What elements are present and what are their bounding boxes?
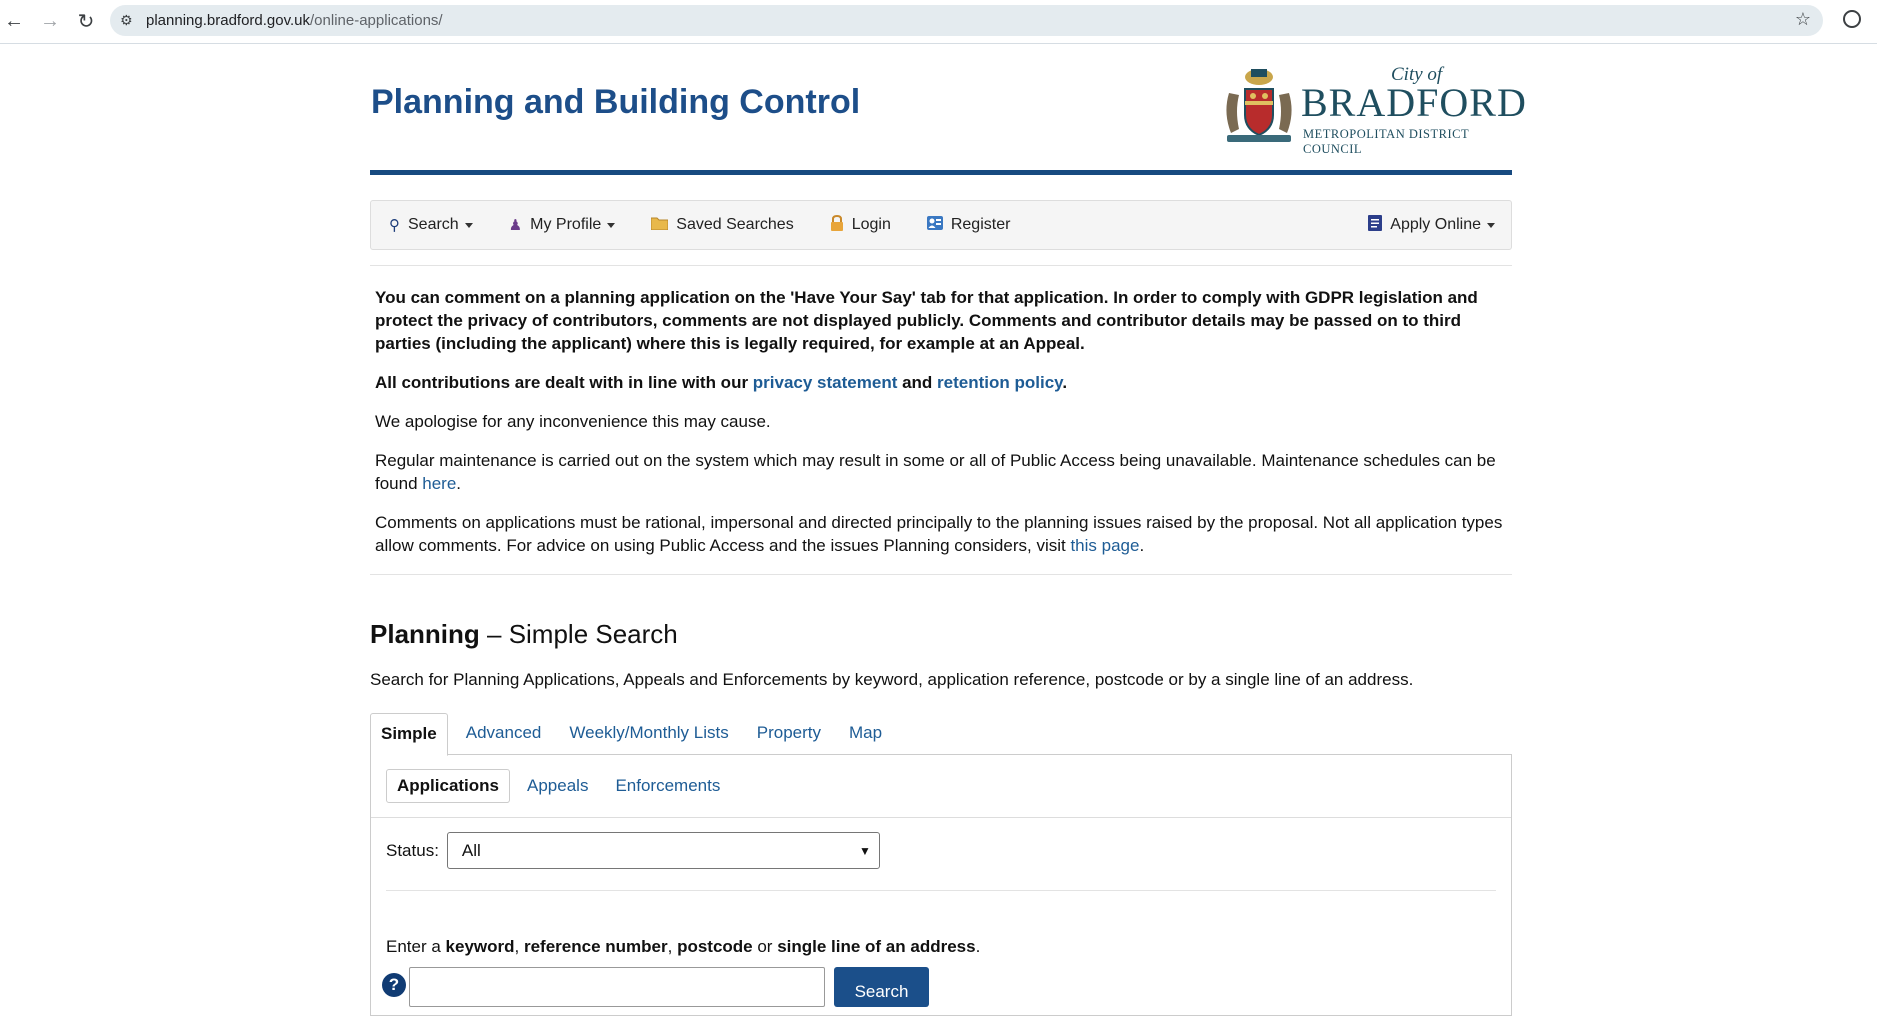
nav-login[interactable] <box>830 215 891 235</box>
instruction-text: , <box>667 937 678 956</box>
subtab-applications[interactable]: Applications <box>386 769 510 803</box>
magnifier-icon: ⚲ <box>389 217 400 234</box>
search-input[interactable] <box>409 967 825 1007</box>
status-select[interactable] <box>447 832 880 869</box>
instruction-text: . <box>975 937 981 956</box>
gdpr-notice: You can comment on a planning application on the 'Have Your Say' tab for that application. In order to comply with GDPR legislation and protect the privacy of contributors, comments are not displayed publicly. Comments and contributor details may be passed on to third parties (including the applicant) where this is legally required, for example at an Appeal. <box>375 288 1478 353</box>
reload-icon[interactable]: ↻ <box>77 11 95 33</box>
main-navbar <box>370 200 1512 250</box>
apology-text: We apologise for any inconvenience this may cause. <box>375 412 771 431</box>
url-path: /online-applications/ <box>310 12 443 29</box>
logo-subtitle: METROPOLITAN DISTRICT COUNCIL <box>1303 127 1469 156</box>
search-description: Search for Planning Applications, Appeals and Enforcements by keyword, application reference, postcode or by a single line of an address. <box>370 670 1414 689</box>
instruction-text: or <box>752 937 778 956</box>
nav-apply-online[interactable] <box>1368 215 1495 235</box>
instruction-address: single line of an address <box>777 937 976 956</box>
browser-toolbar <box>0 0 1877 44</box>
subtab-appeals[interactable]: Appeals <box>527 776 589 795</box>
instruction-text: Enter a <box>386 937 446 956</box>
site-settings-icon[interactable]: ⚙ <box>120 12 133 28</box>
comments-notice <box>375 511 1507 557</box>
instruction-text: , <box>514 937 524 956</box>
search-tabs <box>370 713 1512 755</box>
person-icon: ♟ <box>508 217 523 234</box>
instruction-keyword: keyword <box>445 937 515 956</box>
maintenance-suffix: . <box>456 474 462 493</box>
contributions-notice <box>375 371 1507 394</box>
caret-down-icon <box>1487 223 1495 228</box>
maintenance-here-link[interactable]: here <box>422 474 457 493</box>
divider <box>386 890 1496 891</box>
nav-saved-searches[interactable] <box>651 216 793 234</box>
maintenance-notice <box>375 449 1507 495</box>
comments-suffix: . <box>1139 536 1145 555</box>
search-button[interactable]: Search <box>834 967 929 1007</box>
search-heading-bold: Planning <box>370 619 480 649</box>
nav-register[interactable] <box>927 216 1011 234</box>
logo-bradford: BRADFORD <box>1301 80 1527 125</box>
nav-my-profile[interactable] <box>509 216 616 234</box>
nav-my-profile-label: My Profile <box>530 216 602 233</box>
contributions-suffix: . <box>1062 373 1068 392</box>
instruction-postcode: postcode <box>677 937 753 956</box>
search-subtabs <box>371 755 1511 818</box>
this-page-link[interactable]: this page <box>1070 536 1140 555</box>
tab-simple[interactable]: Simple <box>370 713 448 756</box>
status-selected-value: All <box>461 840 481 860</box>
lock-icon <box>830 215 844 235</box>
privacy-statement-link[interactable]: privacy statement <box>752 373 898 392</box>
folder-icon <box>651 216 668 234</box>
chevron-down-icon: ▼ <box>859 843 871 858</box>
logo-city-of: City of <box>1391 64 1443 85</box>
contributions-mid: and <box>897 373 938 392</box>
council-logo[interactable] <box>1217 63 1527 156</box>
page-container <box>370 43 1527 1016</box>
tab-property[interactable]: Property <box>756 723 821 742</box>
nav-search-label: Search <box>408 216 459 233</box>
maintenance-prefix: Regular maintenance is carried out on the system which may result in some or all of Public Access being unavailable. Maintenance schedules can be found <box>375 451 1496 493</box>
register-icon <box>927 216 943 234</box>
comments-prefix: Comments on applications must be rational, impersonal and directed principally to the planning issues raised by the proposal. Not all application types allow comments. For advice on using Public Access and the issues Planning considers, visit <box>375 513 1503 555</box>
nav-login-label: Login <box>851 216 891 233</box>
nav-register-label: Register <box>950 216 1011 233</box>
url-domain: planning.bradford.gov.uk <box>146 12 311 29</box>
tab-advanced[interactable]: Advanced <box>465 723 542 742</box>
url-text[interactable] <box>146 12 443 29</box>
nav-apply-online-label: Apply Online <box>1390 216 1481 233</box>
bookmark-star-icon[interactable]: ☆ <box>1794 9 1811 29</box>
divider <box>370 574 1512 575</box>
caret-down-icon <box>465 223 473 228</box>
back-arrow-icon[interactable]: ← <box>4 10 24 32</box>
coat-of-arms-icon <box>1217 63 1301 145</box>
tab-weekly-monthly-lists[interactable]: Weekly/Monthly Lists <box>569 723 729 742</box>
search-instruction <box>386 937 980 957</box>
address-bar[interactable] <box>110 5 1823 36</box>
status-label: Status: <box>386 840 439 860</box>
forward-arrow-icon[interactable]: → <box>40 10 60 32</box>
subtab-enforcements[interactable]: Enforcements <box>615 776 721 795</box>
page-title: Planning and Building Control <box>371 83 861 121</box>
status-row <box>386 832 880 869</box>
caret-down-icon <box>607 223 615 228</box>
nav-search[interactable] <box>389 216 473 234</box>
simple-search-panel <box>370 755 1512 1016</box>
search-heading <box>370 619 1512 650</box>
document-icon <box>1368 215 1382 235</box>
search-row <box>382 967 929 1007</box>
help-icon[interactable]: ? <box>382 973 406 997</box>
retention-policy-link[interactable]: retention policy <box>937 373 1063 392</box>
search-heading-rest: – Simple Search <box>479 619 678 649</box>
instruction-reference: reference number <box>523 937 668 956</box>
notices-section <box>370 266 1512 557</box>
site-header <box>370 43 1527 175</box>
tab-map[interactable]: Map <box>848 723 883 742</box>
contributions-prefix: All contributions are dealt with in line with our <box>375 373 753 392</box>
nav-saved-searches-label: Saved Searches <box>676 216 794 233</box>
profile-icon[interactable] <box>1843 10 1861 28</box>
